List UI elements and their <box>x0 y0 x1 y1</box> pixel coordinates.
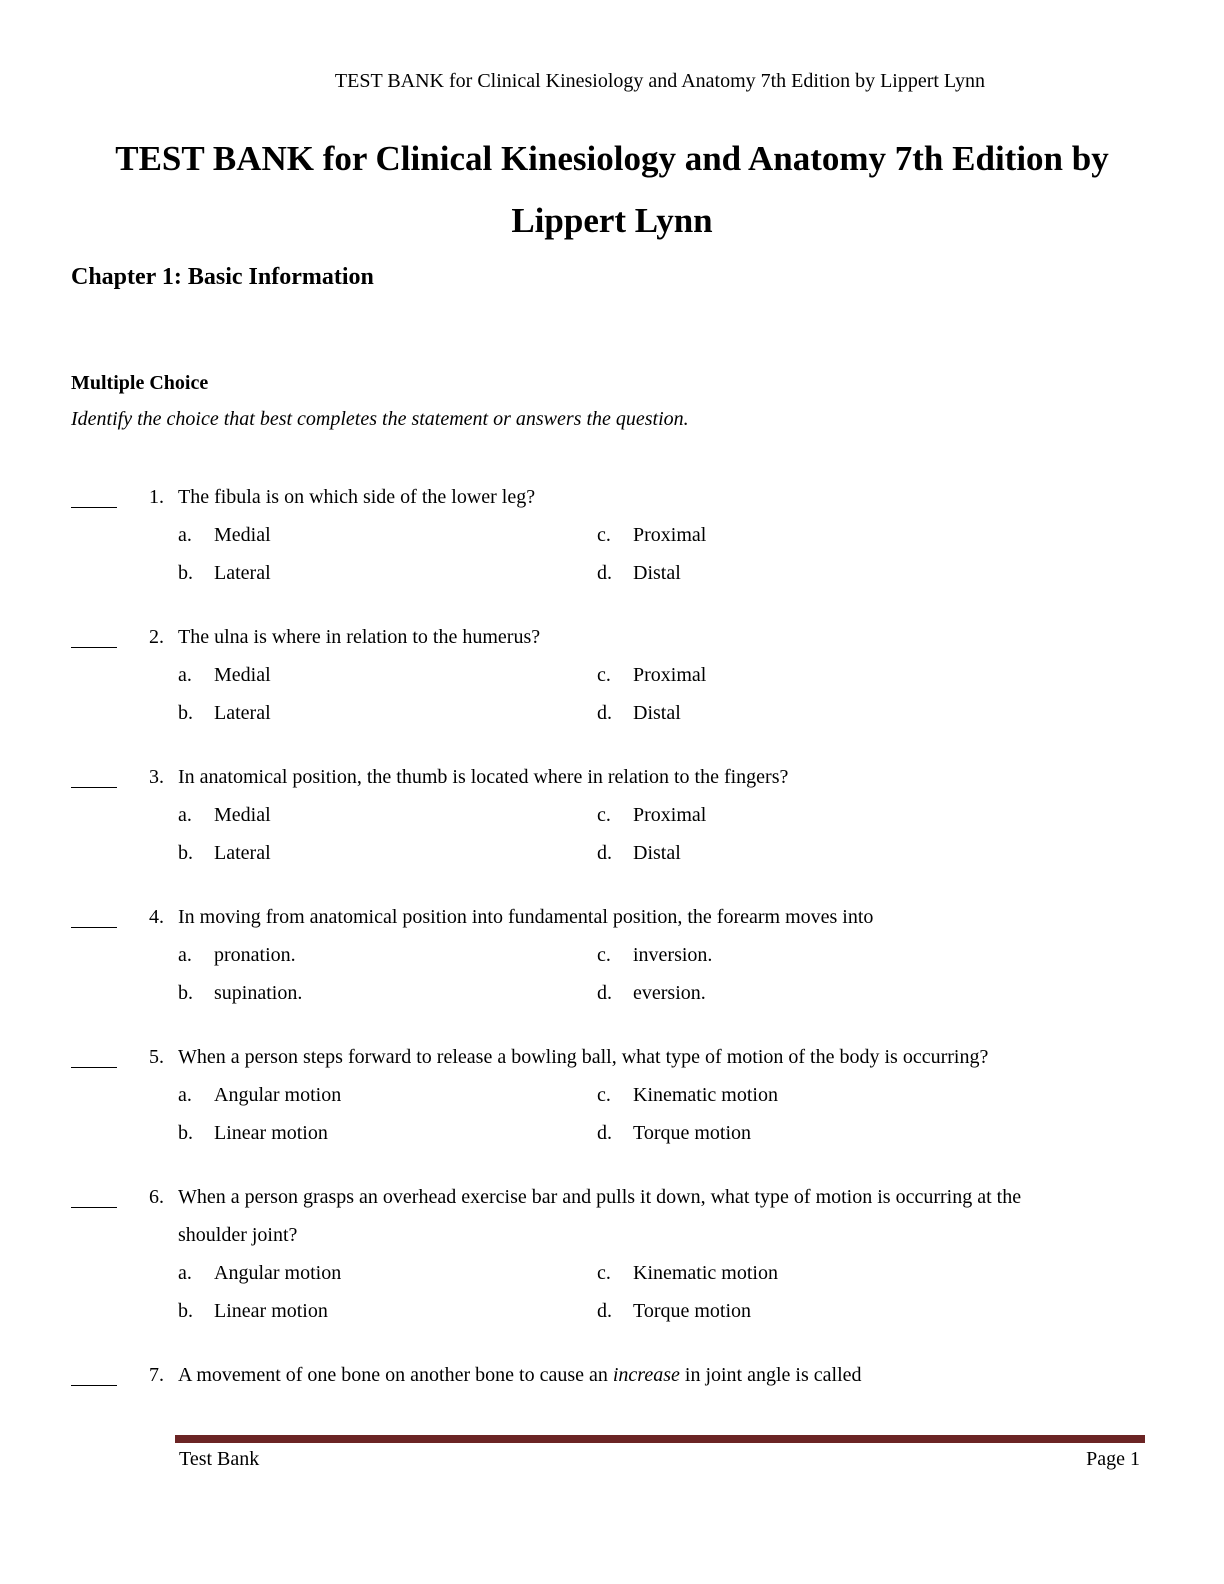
options: a. Medial b. Lateral c. Proximal d. Distal <box>178 524 707 584</box>
question-stem: In moving from anatomical position into fundamental position, the forearm moves into <box>178 906 874 928</box>
question-stem-line-1: When a person grasps an overhead exercise bar and pulls it down, what type of motion is occurring at the <box>178 1186 1022 1208</box>
answer-blank[interactable] <box>71 1043 117 1068</box>
question-stem-line-2: shoulder joint? <box>178 1224 298 1246</box>
answer-blank[interactable] <box>71 1361 117 1386</box>
question-1 <box>0 483 1224 597</box>
answer-blank[interactable] <box>71 1183 117 1208</box>
running-header: TEST BANK for Clinical Kinesiology and Anatomy 7th Edition by Lippert Lynn <box>334 70 986 92</box>
answer-blank[interactable] <box>71 903 117 928</box>
section-heading: Multiple Choice <box>71 372 209 394</box>
answer-blank[interactable] <box>71 623 117 648</box>
answer-blank[interactable] <box>71 763 117 788</box>
question-6 <box>0 1183 1224 1335</box>
question-stem: When a person steps forward to release a bowling ball, what type of motion of the body is occurring? <box>178 1046 989 1068</box>
question-stem: The fibula is on which side of the lower leg? <box>178 486 536 508</box>
question-number: 2. <box>149 626 164 648</box>
page-number: Page 1 <box>1086 1448 1140 1470</box>
question-stem: The ulna is where in relation to the humerus? <box>178 626 541 648</box>
footer-label: Test Bank <box>179 1448 260 1470</box>
question-7 <box>0 1361 1224 1399</box>
instructions: Identify the choice that best completes the statement or answers the question. <box>71 408 689 430</box>
options: a. Angular motion b. Linear motion c. Kinematic motion d. Torque motion <box>178 1262 778 1322</box>
question-stem: A movement of one bone on another bone to cause an increase in joint angle is called <box>178 1364 862 1386</box>
question-list <box>0 483 1224 1425</box>
question-number: 5. <box>149 1046 164 1068</box>
options: a. Angular motion b. Linear motion c. Kinematic motion d. Torque motion <box>178 1084 778 1144</box>
question-number: 4. <box>149 906 164 928</box>
emphasis: increase <box>612 1364 680 1386</box>
question-number: 1. <box>149 486 164 508</box>
question-number: 3. <box>149 766 164 788</box>
options: a. Medial b. Lateral c. Proximal d. Distal <box>178 804 707 864</box>
chapter-heading: Chapter 1: Basic Information <box>71 264 374 290</box>
footer-rule <box>175 1435 1145 1443</box>
title-line-1: TEST BANK for Clinical Kinesiology and Anatomy 7th Edition by <box>115 139 1109 178</box>
title-line-2: Lippert Lynn <box>511 201 713 240</box>
question-number: 7. <box>149 1364 164 1386</box>
options: a. Medial b. Lateral c. Proximal d. Distal <box>178 664 707 724</box>
question-stem: In anatomical position, the thumb is located where in relation to the fingers? <box>178 766 789 788</box>
question-2 <box>0 623 1224 737</box>
question-3 <box>0 763 1224 877</box>
answer-blank[interactable] <box>71 483 117 508</box>
question-number: 6. <box>149 1186 164 1208</box>
question-4 <box>0 903 1224 1017</box>
question-5 <box>0 1043 1224 1157</box>
document-title <box>70 128 1154 252</box>
options: a. pronation. b. supination. c. inversion. d. eversion. <box>178 944 713 1004</box>
